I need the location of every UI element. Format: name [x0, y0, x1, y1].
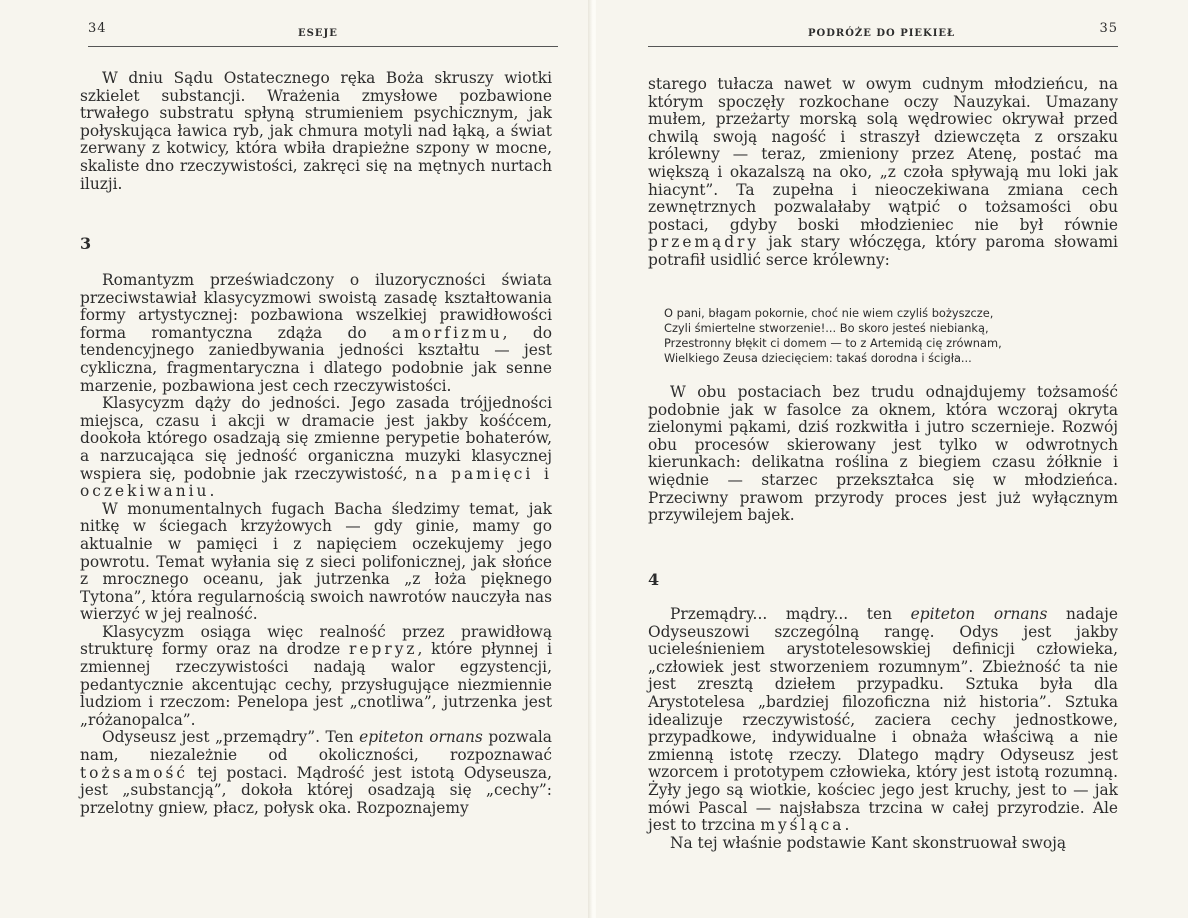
page-number-right: 35 [1099, 21, 1118, 36]
paragraph: W monumentalnych fugach Bacha śledzimy temat, jak nitkę w ściegach krzyżowych — gdy ginie, mamy go aktualnie w pamięci i z napięciem oczekujemy jego powrotu. Temat wyłania się z sieci polifonicznej, jak słońce z mrocznego oceanu, jak jutrzenka „z łoża pięknego Tytona”, która regularnością swoich nawrotów nauczyła nas wierzyć w jej realność. [80, 499, 552, 624]
paragraph: Klasycyzm dąży do jedności. Jego zasada trójjedności miejsca, czasu i akcji w dramacie jest jakby kośćcem, dookoła którego osadzają się zmienne perypetie bohaterów, a narzucająca się jedność organiczna muzyki klasycznej wspiera się, podobnie jak rzeczywistość, na pamięci i oczekiwaniu. [80, 394, 552, 501]
running-head-left: ESEJE [298, 28, 338, 39]
spaced-emphasis: repryz [349, 640, 418, 659]
quote-line: Wielkiego Zeusa dziecięciem: takaś dorodna i ścigła... [664, 351, 972, 365]
tozsamosc-paragraph [648, 384, 1118, 525]
intro-paragraph [80, 70, 552, 193]
section-number-3: 3 [80, 234, 92, 253]
paragraph: Na tej właśnie podstawie Kant skonstruował swoją [670, 833, 1067, 852]
spaced-emphasis: myśląca [760, 816, 845, 835]
paragraph: W dniu Sądu Ostatecznego ręka Boża skruszy wiotki szkielet substancji. Wrażenia zmysłowe pozbawione trwałego substratu spłyną strumieniem psychicznym, jak połyskująca ławica ryb, jak chmura motyli nad łąką, a świat zerwany z kotwicy, która wbiła drapieżne szpony w mocne, skaliste dno rzeczywistości, zakręci się na mętnych nurtach iluzji. [80, 69, 552, 193]
quote-line: Przestronny błękit ci domem — to z Artemidą cię zrównam, [664, 336, 1002, 350]
section-4-body [648, 606, 1118, 852]
spaced-emphasis: tożsamość [80, 763, 189, 782]
page-number-left: 34 [88, 21, 107, 36]
verse-quote [664, 306, 1114, 366]
right-page-header [648, 18, 1118, 47]
left-page [0, 0, 592, 918]
running-head-right: PODRÓŻE DO PIEKIEŁ [808, 28, 956, 39]
spaced-emphasis: na pamięci i oczekiwaniu [80, 464, 552, 501]
spaced-emphasis: amorfizmu [392, 323, 503, 342]
quote-line: O pani, błagam pokornie, choć nie wiem czyliś bożyszcze, [664, 306, 994, 320]
paragraph: starego tułacza nawet w owym cudnym młodzieńcu, na którym spoczęły rozkochane oczy Nauzykai. Umazany mułem, przeżarty morską solą wędrowiec okrywał przed chwilą swoją nagość i straszył dziewczęta z orszaku królewny — teraz, zmieniony przez Atenę, postać ma większą i okazalszą na oko, „z czoła spływają mu loki jak hiacynt”. Ta zupełna i nieoczekiwana zmiana cech zewnętrznych pozwalałaby wątpić o tożsamości obu postaci, gdyby boski młodzieniec nie był równie przemądry jak stary włóczęga, który paroma słowami potrafił usidlić serce królewny: [648, 75, 1118, 269]
right-continuation [648, 76, 1118, 270]
paragraph: Przemądry... mądry... ten epiteton ornans nadaje Odyseuszowi szczególną rangę. Odys jest jakby ucieleśnieniem arystotelesowskiej definicji człowieka, „człowiek jest stworzeniem rozumnym”. Zbieżność ta nie jest zresztą dziełem przypadku. Sztuka była dla Arystotelesa „bardziej filozoficzna niż historia”. Sztuka idealizuje rzeczywistość, zaciera cechy jednostkowe, przypadkowe, indywidualne i obnaża właściwą a nie zmienną istotę rzeczy. Dlatego mądry Odyseusz jest wzorcem i prototypem człowieka, który jest istotą rozumną. Żyły jego są wiotkie, kościec jego jest kruchy, jest to — jak mówi Pascal — najsłabsza trzcina w całej przyrodzie. Ale jest to trzcina myśląca. [648, 605, 1118, 835]
right-page [596, 0, 1188, 918]
quote-line: Czyli śmiertelne stworzenie!... Bo skoro jesteś niebianką, [664, 321, 989, 335]
section-3-body [80, 272, 552, 817]
paragraph: W obu postaciach bez trudu odnajdujemy tożsamość podobnie jak w fasolce za oknem, która wczoraj okryta zielonymi pąkami, dziś rozkwitła i jutro sczernieje. Rozwój obu procesów skierowany jest tylko w odwrotnych kierunkach: delikatna roślina z biegiem czasu żółknie i więdnie — starzec przekształca się w młodzieńca. Przeciwny prawom przyrody proces jest już wyłącznym przywilejem bajek. [648, 383, 1118, 525]
paragraph: Klasycyzm osiąga więc realność przez prawidłową strukturę formy oraz na drodze repryz, które płynnej i zmiennej rzeczywistości nadają walor egzystencji, pedantycznie akcentując cechy, przysługujące niezmiennie ludziom i rzeczom: Penelopa jest „cnotliwa”, jutrzenka jest „różanopalca”. [80, 622, 552, 729]
paragraph: Odyseusz jest „przemądry”. Ten epiteton ornans pozwala nam, niezależnie od okoliczności, rozpoznawać tożsamość tej postaci. Mądrość jest istotą Odyseusza, jest „substancją”, dokoła której osadzają się „cechy”: przelotny gniew, płacz, połysk oka. Rozpoznajemy [80, 728, 552, 817]
paragraph: Romantyzm przeświadczony o iluzoryczności świata przeciwstawiał klasycyzmowi swoistą zasadę kształtowania formy artystycznej: pozbawiona wszelkiej prawidłowości forma romantyczna zdąża do amorfizmu, do tendencyjnego zaniedbywania jedności kształtu — jest cykliczna, fragmentaryczna i dlatego podobnie jak senne marzenie, pozbawiona jest cech rzeczywistości. [80, 271, 552, 395]
left-page-header [88, 18, 558, 47]
section-number-4: 4 [648, 570, 660, 589]
spaced-emphasis: przemądry [648, 233, 760, 252]
italic-term: epiteton ornans [359, 728, 483, 747]
italic-term: epiteton ornans [910, 605, 1048, 623]
